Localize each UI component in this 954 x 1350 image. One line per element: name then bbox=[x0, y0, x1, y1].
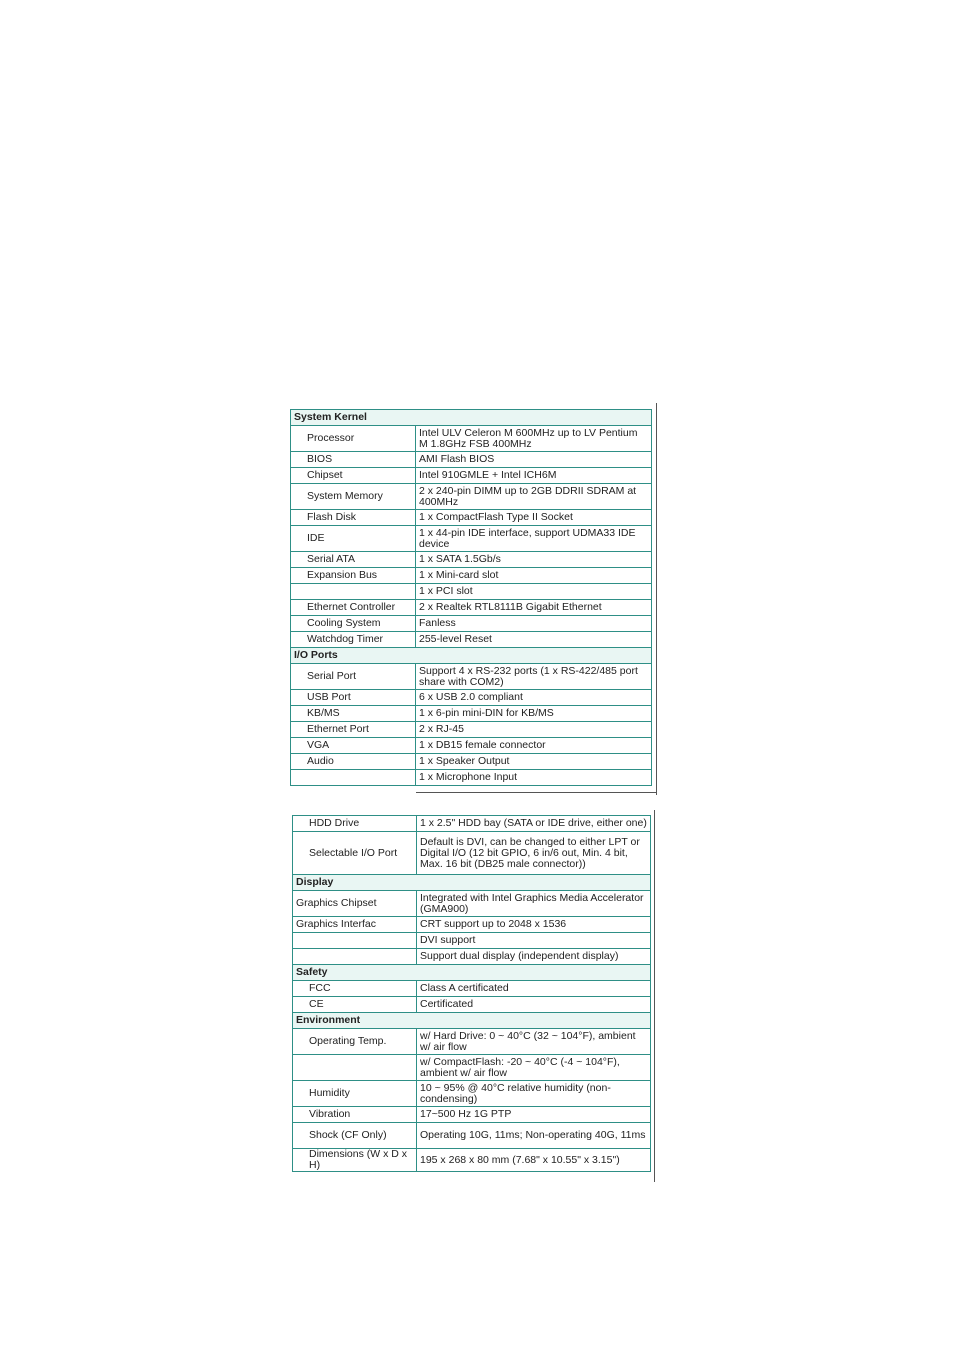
spec-label bbox=[293, 1055, 417, 1081]
spec-value: 2 x Realtek RTL8111B Gigabit Ethernet bbox=[416, 600, 652, 616]
table2-right-edge bbox=[654, 810, 655, 1182]
spec-label bbox=[291, 770, 416, 786]
section-header bbox=[291, 410, 652, 426]
spec-label: KB/MS bbox=[291, 706, 416, 722]
spec-value: 10 ~ 95% @ 40°C relative humidity (non-condensing) bbox=[417, 1081, 651, 1107]
spec-row bbox=[293, 917, 651, 933]
table1-bottom-stub bbox=[416, 792, 656, 793]
spec-label: Graphics Chipset bbox=[293, 891, 417, 917]
spec-label bbox=[291, 584, 416, 600]
table1-right-edge bbox=[656, 403, 657, 795]
spec-row bbox=[291, 632, 652, 648]
spec-row bbox=[291, 706, 652, 722]
spec-value: 1 x Microphone Input bbox=[416, 770, 652, 786]
spec-label: Watchdog Timer bbox=[291, 632, 416, 648]
spec-row bbox=[291, 484, 652, 510]
spec-label: Ethernet Port bbox=[291, 722, 416, 738]
spec-value: 2 x 240-pin DIMM up to 2GB DDRII SDRAM at 400MHz bbox=[416, 484, 652, 510]
spec-value: 1 x Speaker Output bbox=[416, 754, 652, 770]
spec-label: Chipset bbox=[291, 468, 416, 484]
spec-row bbox=[293, 891, 651, 917]
spec-label: Dimensions (W x D x H) bbox=[293, 1149, 417, 1172]
spec-label: Vibration bbox=[293, 1107, 417, 1123]
spec-value: 1 x 6-pin mini-DIN for KB/MS bbox=[416, 706, 652, 722]
spec-row bbox=[291, 664, 652, 690]
spec-value: w/ CompactFlash: -20 ~ 40°C (-4 ~ 104°F), ambient w/ air flow bbox=[417, 1055, 651, 1081]
spec-label: CE bbox=[293, 997, 417, 1013]
spec-value: 2 x RJ-45 bbox=[416, 722, 652, 738]
spec-value: Intel 910GMLE + Intel ICH6M bbox=[416, 468, 652, 484]
spec-row bbox=[291, 722, 652, 738]
spec-value: Certificated bbox=[417, 997, 651, 1013]
spec-row bbox=[291, 526, 652, 552]
spec-label: Serial ATA bbox=[291, 552, 416, 568]
spec-label bbox=[293, 949, 417, 965]
section-header bbox=[293, 965, 651, 981]
spec-value: 1 x 44-pin IDE interface, support UDMA33 IDE device bbox=[416, 526, 652, 552]
spec-label: Shock (CF Only) bbox=[293, 1123, 417, 1149]
spec-table-system-body bbox=[291, 410, 652, 786]
spec-row bbox=[291, 552, 652, 568]
spec-row bbox=[293, 1029, 651, 1055]
spec-value: CRT support up to 2048 x 1536 bbox=[417, 917, 651, 933]
spec-table-display bbox=[292, 815, 651, 1172]
spec-label: VGA bbox=[291, 738, 416, 754]
spec-row bbox=[293, 997, 651, 1013]
spec-row bbox=[293, 1149, 651, 1172]
spec-label: Audio bbox=[291, 754, 416, 770]
spec-row bbox=[291, 738, 652, 754]
spec-row bbox=[291, 510, 652, 526]
spec-value: Class A certificated bbox=[417, 981, 651, 997]
spec-value: Integrated with Intel Graphics Media Accelerator (GMA900) bbox=[417, 891, 651, 917]
spec-row bbox=[291, 690, 652, 706]
spec-row bbox=[293, 1055, 651, 1081]
spec-label: FCC bbox=[293, 981, 417, 997]
spec-label: Selectable I/O Port bbox=[293, 832, 417, 875]
spec-row bbox=[293, 949, 651, 965]
spec-row bbox=[291, 426, 652, 452]
spec-value: 1 x DB15 female connector bbox=[416, 738, 652, 754]
spec-row bbox=[291, 568, 652, 584]
spec-label: Operating Temp. bbox=[293, 1029, 417, 1055]
spec-value: w/ Hard Drive: 0 ~ 40°C (32 ~ 104°F), ambient w/ air flow bbox=[417, 1029, 651, 1055]
spec-row bbox=[291, 584, 652, 600]
spec-label: Flash Disk bbox=[291, 510, 416, 526]
spec-label: Graphics Interfac bbox=[293, 917, 417, 933]
section-title: I/O Ports bbox=[291, 648, 652, 664]
spec-label bbox=[293, 933, 417, 949]
spec-label: HDD Drive bbox=[293, 816, 417, 832]
spec-row bbox=[293, 816, 651, 832]
spec-value: 1 x CompactFlash Type II Socket bbox=[416, 510, 652, 526]
section-title: Environment bbox=[293, 1013, 651, 1029]
spec-row bbox=[291, 468, 652, 484]
spec-row bbox=[293, 1107, 651, 1123]
spec-row bbox=[293, 933, 651, 949]
spec-value: Support dual display (independent display) bbox=[417, 949, 651, 965]
spec-value: Support 4 x RS-232 ports (1 x RS-422/485 port share with COM2) bbox=[416, 664, 652, 690]
spec-table-system bbox=[290, 409, 652, 786]
spec-row bbox=[293, 981, 651, 997]
spec-row bbox=[291, 770, 652, 786]
spec-value: 195 x 268 x 80 mm (7.68" x 10.55" x 3.15") bbox=[417, 1149, 651, 1172]
section-title: System Kernel bbox=[291, 410, 652, 426]
spec-row bbox=[293, 832, 651, 875]
spec-row bbox=[293, 1123, 651, 1149]
section-header bbox=[293, 1013, 651, 1029]
section-title: Safety bbox=[293, 965, 651, 981]
section-header bbox=[293, 875, 651, 891]
spec-value: Operating 10G, 11ms; Non-operating 40G, 11ms bbox=[417, 1123, 651, 1149]
spec-value: AMI Flash BIOS bbox=[416, 452, 652, 468]
spec-value: DVI support bbox=[417, 933, 651, 949]
spec-value: 1 x SATA 1.5Gb/s bbox=[416, 552, 652, 568]
spec-row bbox=[291, 452, 652, 468]
spec-label: Processor bbox=[291, 426, 416, 452]
spec-label: Ethernet Controller bbox=[291, 600, 416, 616]
spec-label: Serial Port bbox=[291, 664, 416, 690]
spec-value: 17~500 Hz 1G PTP bbox=[417, 1107, 651, 1123]
spec-table-display-body bbox=[293, 816, 651, 1172]
spec-label: BIOS bbox=[291, 452, 416, 468]
section-header bbox=[291, 648, 652, 664]
spec-label: System Memory bbox=[291, 484, 416, 510]
section-title: Display bbox=[293, 875, 651, 891]
spec-label: Humidity bbox=[293, 1081, 417, 1107]
spec-label: USB Port bbox=[291, 690, 416, 706]
spec-label: IDE bbox=[291, 526, 416, 552]
spec-value: Fanless bbox=[416, 616, 652, 632]
spec-value: 1 x Mini-card slot bbox=[416, 568, 652, 584]
spec-value: 1 x 2.5" HDD bay (SATA or IDE drive, either one) bbox=[417, 816, 651, 832]
spec-value: Intel ULV Celeron M 600MHz up to LV Pentium M 1.8GHz FSB 400MHz bbox=[416, 426, 652, 452]
spec-value: 6 x USB 2.0 compliant bbox=[416, 690, 652, 706]
spec-label: Expansion Bus bbox=[291, 568, 416, 584]
spec-row bbox=[293, 1081, 651, 1107]
spec-row bbox=[291, 616, 652, 632]
spec-row bbox=[291, 754, 652, 770]
spec-value: Default is DVI, can be changed to either LPT or Digital I/O (12 bit GPIO, 6 in/6 out, Min. 4 bit, Max. 16 bit (DB25 male connector)) bbox=[417, 832, 651, 875]
spec-row bbox=[291, 600, 652, 616]
spec-value: 255-level Reset bbox=[416, 632, 652, 648]
spec-value: 1 x PCI slot bbox=[416, 584, 652, 600]
spec-label: Cooling System bbox=[291, 616, 416, 632]
